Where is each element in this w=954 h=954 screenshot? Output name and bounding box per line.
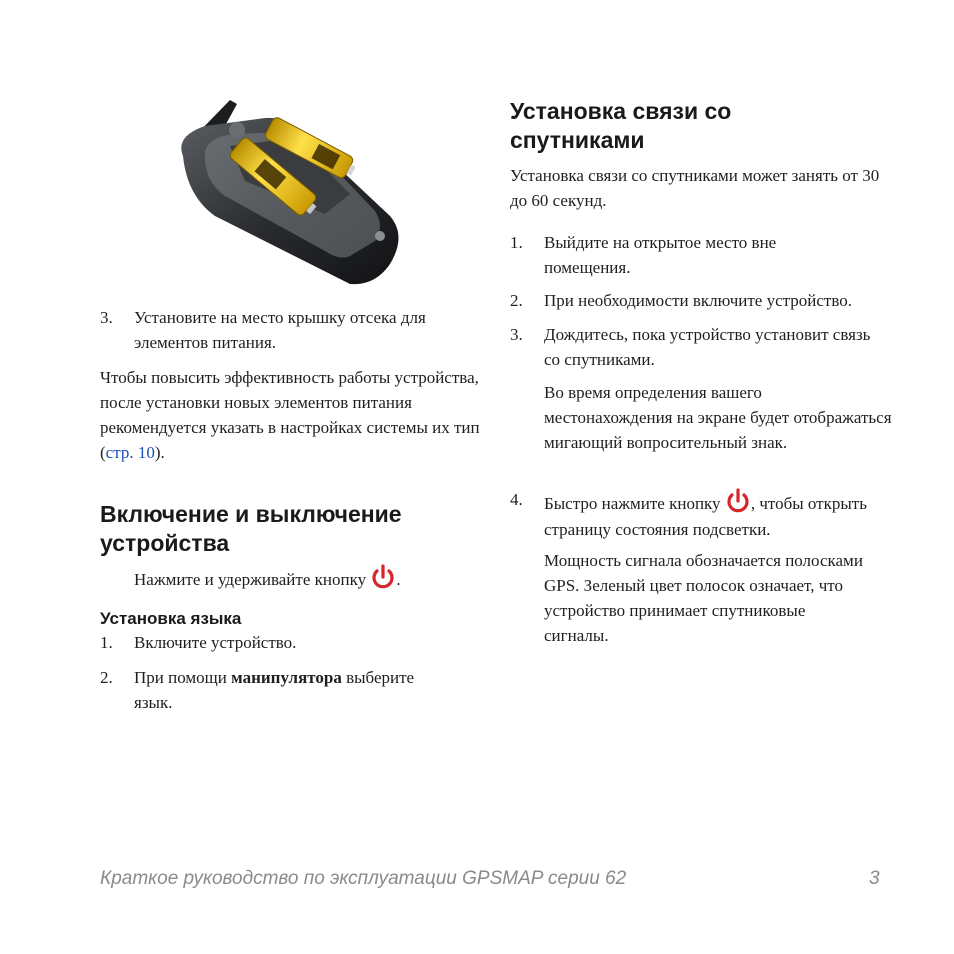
sat-step-4-note: Мощность сигнала обозначается полосками GPS. Зеленый цвет полосок означает, что устройство принимает спутниковые сигналы. [544, 551, 863, 645]
page-link[interactable]: стр. 10 [105, 443, 155, 462]
press-end: . [396, 570, 401, 589]
power-button-icon [370, 563, 396, 593]
step-number: 3. [510, 325, 523, 344]
page-number: 3 [869, 868, 880, 889]
joystick-term: манипулятора [231, 668, 342, 687]
press-text: Нажмите и удерживайте кнопку [134, 570, 367, 589]
footer-title: Краткое руководство по эксплуатации GPSMAP серии 62 [100, 868, 627, 889]
step-text-after: выберите язык. [134, 668, 415, 712]
press-hold-instruction [134, 563, 474, 593]
step-number: 3. [100, 308, 113, 327]
step-text: Установите на место крышку отсека для элементов питания. [134, 308, 426, 352]
section-heading-satellites: Установка связи со спутниками [510, 98, 732, 153]
step-text-before: При помощи [134, 668, 232, 687]
step-number: 4. [510, 490, 523, 509]
step-text-after: , чтобы открыть страницу состояния подсветки. [544, 494, 867, 539]
step-text: Включите устройство. [134, 633, 297, 652]
step-text [134, 665, 454, 715]
step-number: 2. [510, 291, 523, 310]
step-text: Дождитесь, пока устройство установит связь со спутниками. [544, 325, 871, 369]
step-number: 1. [100, 633, 113, 652]
paragraph-text: Чтобы повысить эффективность работы устройства, после установки новых элементов питания рекомендуется указать в настройках системы их тип ( [100, 368, 480, 462]
battery-type-paragraph [100, 365, 485, 465]
paragraph-end: ). [154, 443, 165, 462]
step-number: 1. [510, 233, 523, 252]
step-text [544, 487, 889, 542]
section-heading-power: Включение и выключение устройства [100, 501, 402, 556]
step-text: Выйдите на открытое место вне помещения. [544, 233, 777, 277]
step-text-before: Быстро нажмите кнопку [544, 494, 721, 513]
satellites-intro: Установка связи со спутниками может занять от 30 до 60 секунд. [510, 166, 880, 210]
step-number: 2. [100, 668, 113, 687]
sat-step-3-note: Во время определения вашего местонахождения на экране будет отображаться мигающий вопросительный знак. [544, 383, 892, 452]
device-battery-illustration [175, 96, 405, 296]
subheading-language: Установка языка [100, 609, 242, 628]
power-button-icon [725, 487, 751, 517]
step-text: При необходимости включите устройство. [544, 291, 852, 310]
